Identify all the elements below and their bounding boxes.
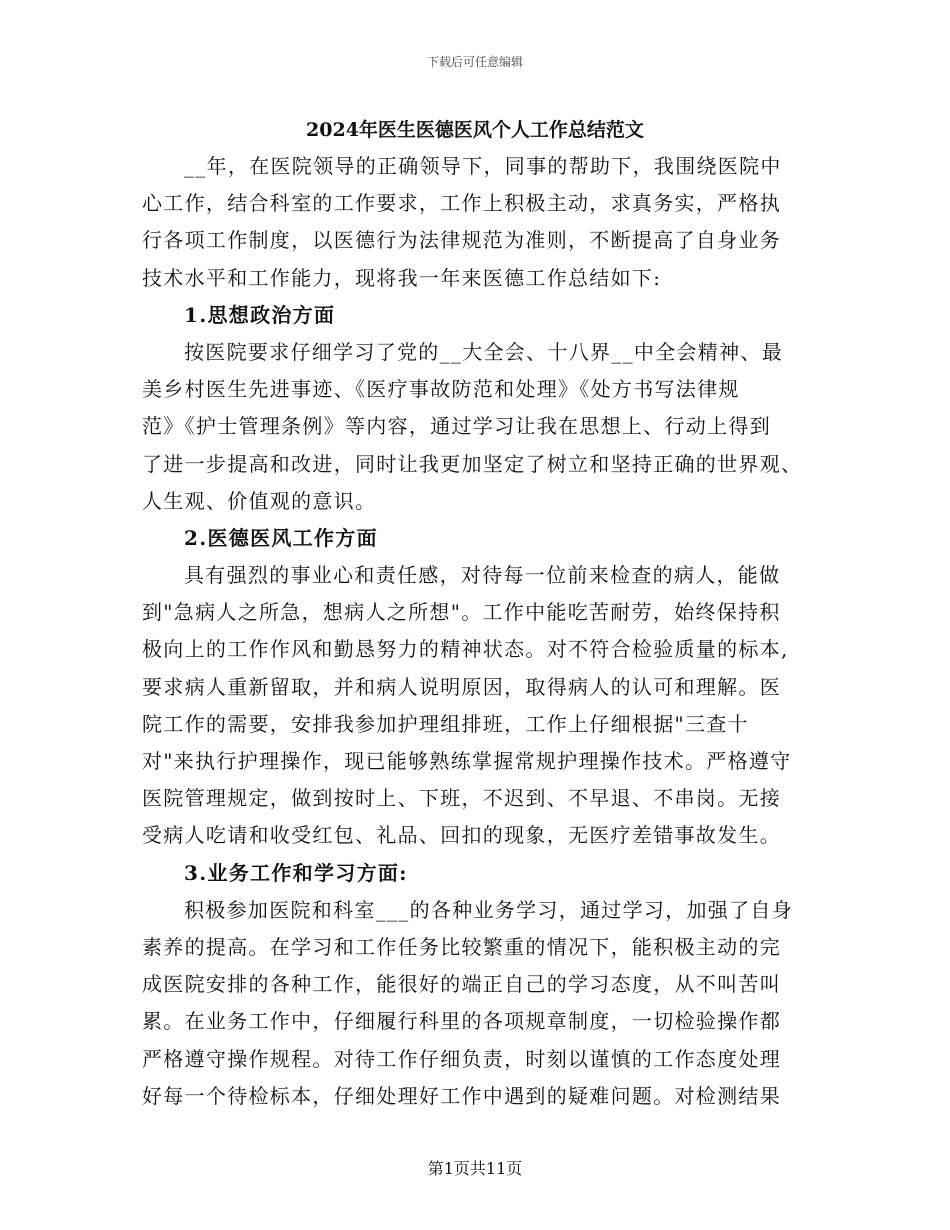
paragraph-line: 成医院安排的各种工作，能很好的端正自己的学习态度，从不叫苦叫 [142,972,781,997]
section-heading: 1.思想政治方面 [184,302,336,327]
section-heading: 2.医德医风工作方面 [184,525,378,550]
paragraph-line: 极向上的工作作风和勤恳努力的精神状态。对不符合检验质量的标本, [142,637,789,662]
paragraph-line: 素养的提高。在学习和工作任务比较繁重的情况下，能积极主动的完 [142,934,781,959]
document-title: 2024年医生医德医风个人工作总结范文 [306,119,644,141]
page-footer: 第1页共11页 [427,1159,523,1178]
paragraph-line: __年，在医院领导的正确领导下，同事的帮助下，我围绕医院中 [184,154,782,178]
paragraph-line: 医院管理规定，做到按时上、下班，不迟到、不早退、不串岗。无接 [142,786,781,811]
paragraph-line: 行各项工作制度，以医德行为法律规范为准则，不断提高了自身业务 [142,228,781,253]
paragraph-line: 技术水平和工作能力，现将我一年来医德工作总结如下: [142,265,662,290]
paragraph-line: 了进一步提高和改进，同时让我更加坚定了树立和坚持正确的世界观、 [142,451,803,476]
paragraph-line: 积极参加医院和科室___的各种业务学习，通过学习，加强了自身 [184,897,793,922]
paragraph-line: 心工作，结合科室的工作要求，工作上积极主动，求真务实，严格执 [142,191,781,216]
header-note: 下载后可任意编辑 [426,55,523,69]
paragraph-line: 好每一个待检标本，仔细处理好工作中遇到的疑难问题。对检测结果 [142,1083,781,1108]
paragraph-line: 受病人吃请和收受红包、礼品、回扣的现象，无医疗差错事故发生。 [142,823,781,848]
paragraph-line: 美乡村医生先进事迹、《医疗事故防范和处理》《处方书写法律规 [142,377,740,402]
paragraph-line: 对"来执行护理操作，现已能够熟练掌握常规护理操作技术。严格遵守 [142,749,792,773]
paragraph-line: 人生观、价值观的意识。 [142,488,377,513]
paragraph-line: 范》《护士管理条例》等内容，通过学习让我在思想上、行动上得到 [142,414,771,439]
paragraph-line: 到"急病人之所急，想病人之所想"。工作中能吃苦耐劳，始终保持积 [142,600,781,625]
paragraph-line: 累。在业务工作中，仔细履行科里的各项规章制度，一切检验操作都 [142,1009,781,1034]
paragraph-line: 具有强烈的事业心和责任感，对待每一位前来检查的病人，能做 [184,563,781,588]
section-heading: 3.业务工作和学习方面: [184,860,408,885]
document-body [142,148,814,1115]
paragraph-line: 按医院要求仔细学习了党的__大全会、十八界__中全会精神、最 [184,339,783,364]
paragraph-line: 要求病人重新留取，并和病人说明原因，取得病人的认可和理解。医 [142,674,781,699]
paragraph-line: 严格遵守操作规程。对待工作仔细负责，时刻以谨慎的工作态度处理 [142,1046,781,1071]
paragraph-line: 院工作的需要，安排我参加护理组排班，工作上仔细根据"三查十 [142,711,749,736]
